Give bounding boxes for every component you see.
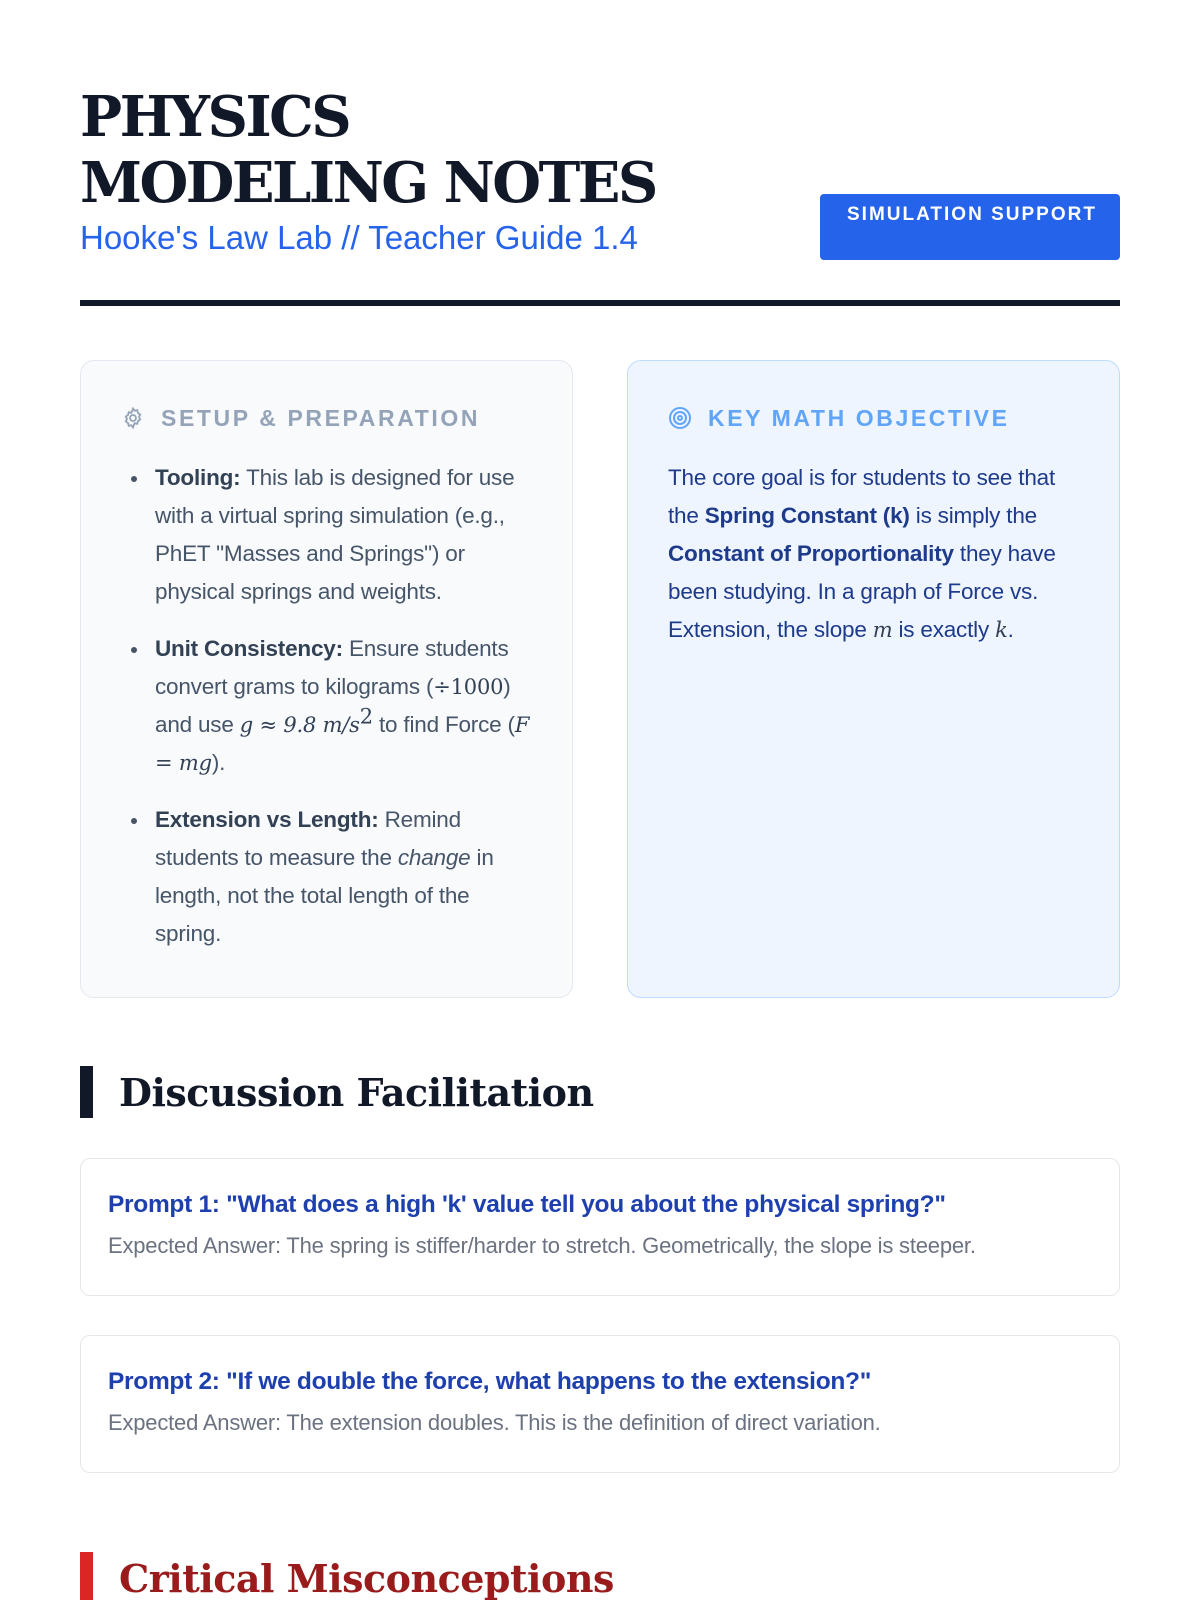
gear-icon	[121, 406, 145, 430]
section-title: Discussion Facilitation	[119, 1069, 594, 1115]
list-item	[121, 630, 532, 782]
misconceptions-section-header	[80, 1552, 614, 1600]
math-variable: m	[872, 618, 893, 642]
item-text: in length, not the total length of the spring.	[155, 845, 494, 946]
header-divider	[80, 300, 1120, 306]
objective-text-part: is exactly	[898, 617, 990, 642]
setup-card-header	[121, 403, 532, 433]
prompt-question: Prompt 2: "If we double the force, what happens to the extension?"	[108, 1368, 872, 1395]
item-label: Unit Consistency:	[155, 636, 343, 661]
item-label: Tooling:	[155, 465, 241, 490]
discussion-section-header	[80, 1066, 594, 1118]
prompt-expected-answer: Expected Answer: The extension doubles. This is the definition of direct variation.	[108, 1410, 881, 1435]
objective-text-part: is simply the	[915, 503, 1037, 528]
item-emphasis: change	[397, 845, 471, 870]
target-icon	[668, 406, 692, 430]
teacher-guide-page	[80, 0, 1120, 1600]
section-accent-bar	[80, 1066, 93, 1118]
math-expression: g ≈ 9.8 m/s	[239, 713, 360, 737]
objective-term: Spring Constant (k)	[704, 503, 910, 528]
item-text: This lab is designed for use with a virtual spring simulation (e.g., PhET "Masses and Springs") or physical springs and weights.	[155, 465, 515, 604]
objective-card-header	[668, 403, 1079, 433]
objective-text	[668, 459, 1079, 649]
item-text: ).	[211, 750, 226, 775]
section-title: Critical Misconceptions	[119, 1555, 614, 1600]
prompt-card	[80, 1158, 1120, 1296]
setup-list	[121, 459, 532, 953]
objective-text-part: .	[1007, 617, 1014, 642]
math-expression: ÷1000	[433, 675, 504, 699]
list-item	[121, 459, 532, 611]
setup-card-title: SETUP & PREPARATION	[161, 404, 481, 431]
document-header	[80, 84, 1120, 304]
prompt-question: Prompt 1: "What does a high 'k' value tell you about the physical spring?"	[108, 1191, 946, 1218]
math-variable: k	[995, 618, 1008, 642]
item-text: ) and use	[155, 674, 511, 737]
math-expression: F = mg	[155, 713, 530, 775]
key-math-objective-card	[627, 360, 1120, 998]
prompt-card	[80, 1335, 1120, 1473]
document-subtitle: Hooke's Law Lab // Teacher Guide 1.4	[80, 219, 638, 256]
item-text: Remind students to measure the	[155, 807, 461, 870]
item-text: to find Force (	[379, 712, 515, 737]
list-item	[121, 801, 532, 953]
item-label: Extension vs Length:	[155, 807, 379, 832]
math-exponent: 2	[359, 704, 373, 729]
item-text: Ensure students convert grams to kilograms (	[155, 636, 509, 699]
prompt-expected-answer: Expected Answer: The spring is stiffer/harder to stretch. Geometrically, the slope is steeper.	[108, 1233, 976, 1258]
objective-text-part: The core goal is for students to see that the	[668, 465, 1056, 528]
setup-preparation-card	[80, 360, 573, 998]
objective-text-part: they have been studying. In a graph of Force vs. Extension, the slope	[668, 541, 1056, 642]
objective-card-title: KEY MATH OBJECTIVE	[708, 404, 1010, 431]
simulation-support-badge: SIMULATION SUPPORT	[820, 194, 1120, 260]
document-title: PHYSICS MODELING NOTES	[80, 84, 656, 216]
section-accent-bar	[80, 1552, 93, 1600]
objective-term: Constant of Proportionality	[668, 541, 954, 566]
